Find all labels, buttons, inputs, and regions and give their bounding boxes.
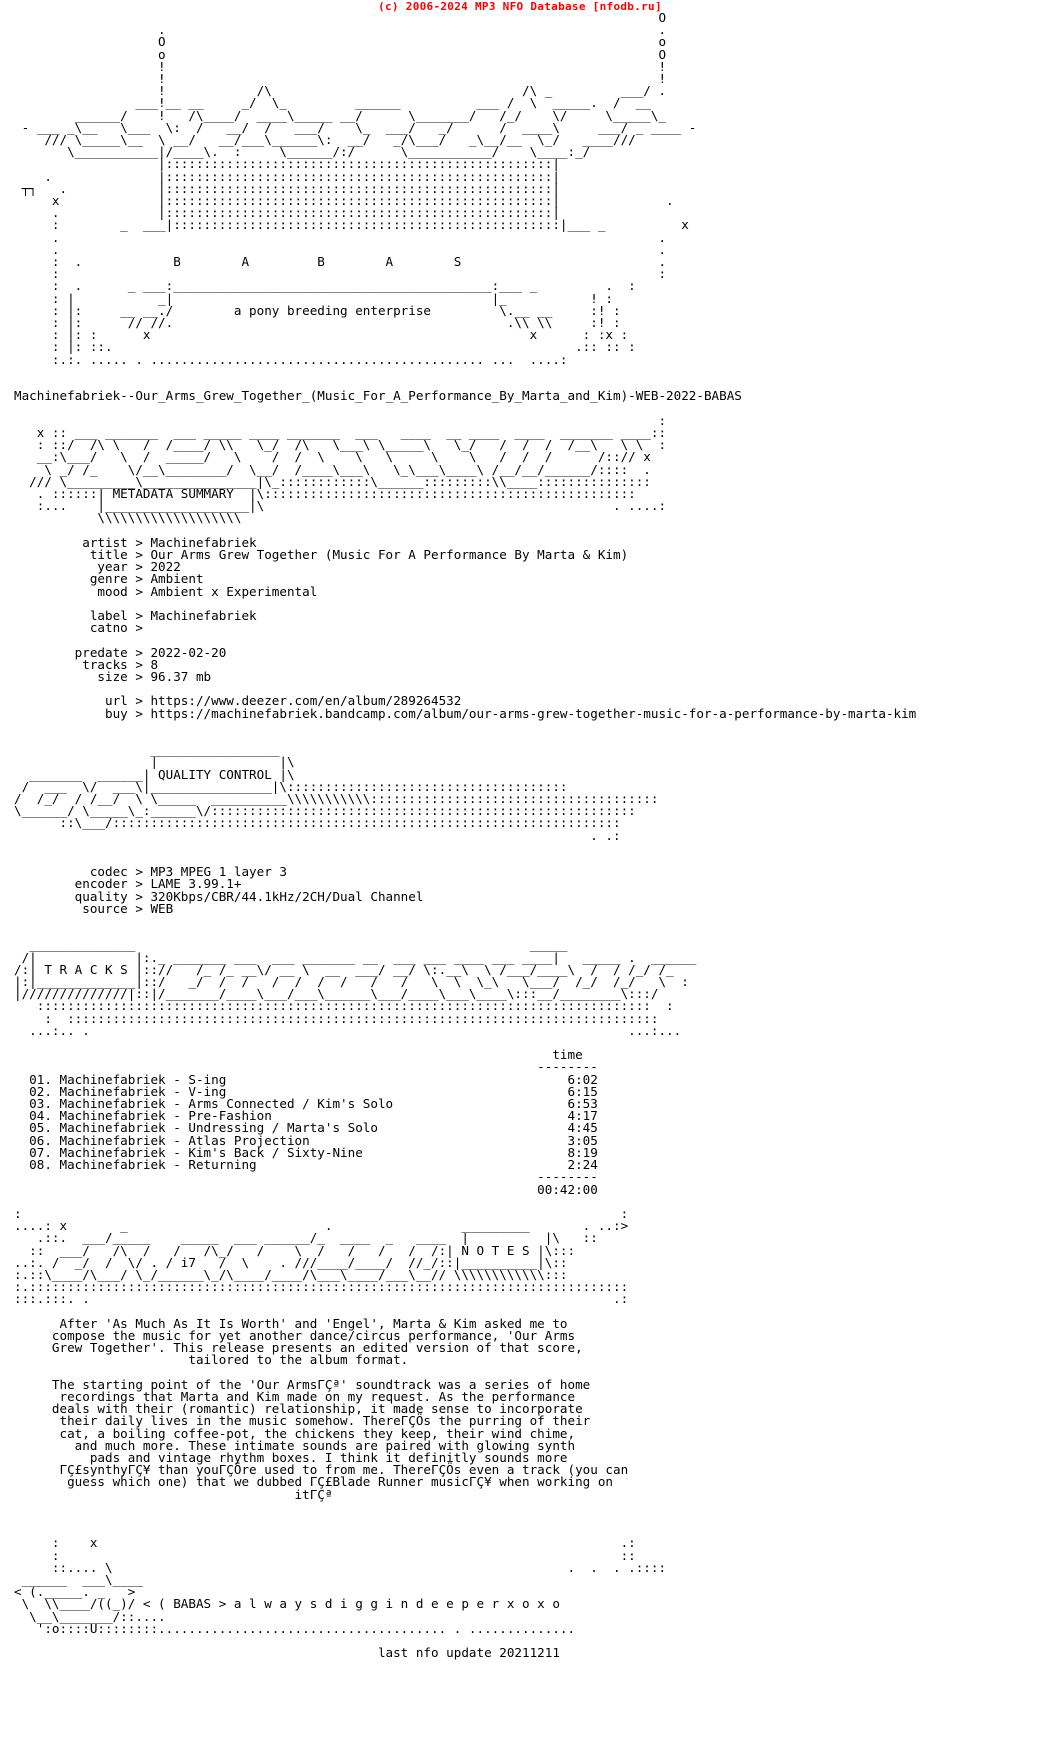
nfo-text: O . . O o o O ! ! ! ! ! /\ /\ _ ___/ . ___!__ __ _/ \_ ______ ___ / \ _____. / __ ______/ ! /\____/ ____\_____ __/ \_______/ /_/ \/ \_____\_ - ___ _\__ \___ \: / __/ / ___/ \_ ___/ _/ / ____\ ___/ _ ____ - /// \_____\__ \ __/ __/___\______\: __/ _/\___/ _\__/__ \_/ ____/// \___________|/____\. : \______/:/ \___________/ \____:_/ |:::::::::::::::::::::::::::::::::::::::::::::::::::| . |:::::::::::::::::::::::::::::::::::::::::::::::::::| ┬┐ . |:::::::::::::::::::::::::::::::::::::::::::::::::::| x |:::::::::::::::::::::::::::::::::::::::::::::::::::| . . |:::::::::::::::::::::::::::::::::::::::::::::::::::| : _ ___|:::::::::::::::::::::::::::::::::::::::::::::::::::|___ _ x . . . . : . B A B A S . : : : . _ ___:__________________________________________:___ _ . : : | _| |_ ! : : |: __ __./ a pony breeding enterprise \.__ __ :! : : |: // //. .\\ \\ :! : : |: : x x : :x : : |: ::. .:: :: : :.:. ..... . ............................................ ... ....: Machinefabriek--Our_Arms_Grew_Together_(Music_For_A_Performance_By_Marta_and_Kim)-WEB-2022-BABAS : x :: ___ _______ ___ _____ ____ _______ ___ ____ __ ____ ____ _______ ____:: : ::/ /\ \ / /____/ \\ \_/ /\ \___\ \_____\ \_/ / / / /__\ \ \ : __:\___/ \ / _____/ \ / / \ \ \ \ \ / / / /::// x \ _/ /_ \/__\________/ \__/ /____\___\ \_\___\____\ /__/__/______/:::: . /// \_________\_______________|\_::::::::::::\______:::::::::\\____::::::::::::::: . ::::::| METADATA SUMMARY |\::::::::::::::::::::::::::::::::::::::::::::::::: :... |___________________|\ . ....: \\\\\\\\\\\\\\\\\\\ artist > Machinefabriek title > Our Arms Grew Together (Music For A Performance By Marta & Kim) year > 2022 genre > Ambient mood > Ambient x Experimental label > Machinefabriek catno > predate > 2022-02-20 tracks > 8 size > 96.37 mb url > https://www.deezer.com/en/album/289264532 buy > https://machinefabriek.bandcamp.com/album/our-arms-grew-together-music-for-a-performance-by-marta-kim _________________ | |\ _______ ______| QUALITY CONTROL |\ / ___ \/ ___\|________________|\::::::::::::::::::::::::::::::::::::: / /_/ / /__/ \ \_____ __________\\\\\\\\\\\:::::::::::::::::::::::::::::::::::::: \______/ \_____\_:______\/:::::::::::::::::::::::::::::::::::::::::::::::::::::::: ::\___/::::::::::::::::::::::::::::::::::::::::::::::::::::::::::::::::::: . .: codec > MP3 MPEG 1 layer 3 encoder > LAME 3.99.1+ quality > 320Kbps/CBR/44.1kHz/2CH/Dual Channel source > WEB ______________ _____ /| |:._ _______ ___ ___ _______ __ ___ ___ ____ ___ ____| _____ . ______ /:| T R A C K S |::// /_ /_ __\/ __ \ __ ___/ __/ \:.__\ \ /___/____\ / / /_/ /_ |:|_____________|::/ _/ / / / / / / / / \ \ \_\ \___/ /_/ /_/ \ : |//////////////|::|/_______/____\___/___\______\___/____\___\____\:::__/________\:::/ ::::::::::::::::::::::::::::::::::::::::::::::::::::::::::::::::::::::::::::::::: : : :::::::::::::::::::::::::::::::::::::::::::::::::::::::::::::::::::::::::::::: ...:.. . ...:... time -------- 01. Machinefabriek - S-ing 6:02 02. Machinefabriek - V-ing 6:15 03. Machinefabriek - Arms Connected / Kim's Solo 6:53 04. Machinefabriek - Pre-Fashion 4:17 05. Machinefabriek - Undressing / Marta's Solo 4:45 06. Machinefabriek - Atlas Projection 3:05 07. Machinefabriek - Kim's Back / Sixty-Nine 8:19 08. Machinefabriek - Returning 2:24 -------- 00:42:00 : : ....: x _ . _________ . ..:> .::. ___/_____ _____ ___ ______/_ ____ _ ____ | |\ :: :: ___/ /\ / / /\_/ / \ / / / / /:| N O T E S |\::: ..:. / _/ / \/ . / i7 / \ . ///____/____/ //_/::|__________|\:: :.::\____/\___/ \_/______\_/\____/____/\___\____/___\__// \\\\\\\\\\\\::: :.::::::::::::::::::::::::::::::::::::::::::::::::::::::::::::::::::::::::::::::: :::.:::. . .: After 'As Much As It Is Worth' and 'Engel', Marta & Kim asked me to compose the music for yet another dance/circus performance, 'Our Arms Grew Together'. This release presents an edited version of that score, tailored to the album format. The starting point of the 'Our ArmsΓÇª' soundtrack was a series of home recordings that Marta and Kim made on my request. As the performance deals with their (romantic) relationship, it made sense to incorporate their daily lives in the music somehow. ThereΓÇÖs the purring of their cat, a boiling coffee-pot, the chickens they keep, their wind chime, and much more. These intimate sounds are paired with glowing synth pads and vintage rhythm boxes. I think it definitly sounds more ΓÇ£synthyΓÇ¥ than youΓÇÖre used to from me. ThereΓÇÖs even a track (you can guess which one) that we dubbed ΓÇ£Blade Runner musicΓÇ¥ when working on itΓÇª : x .: : :: ::.... \ . . . .:::: ______ ___\____ < (._____. _ > \ \\____/((_)/ < ( BABAS > a l w a y s d i g g i n d e e p e r x o x o \__\_______/::.... ':o::::U::::::::...................................... . .............. last nfo update 20211211 <box>14 10 917 1661</box>
site-banner: (c) 2006-2024 MP3 NFO Database [nfodb.ru] <box>378 0 662 13</box>
